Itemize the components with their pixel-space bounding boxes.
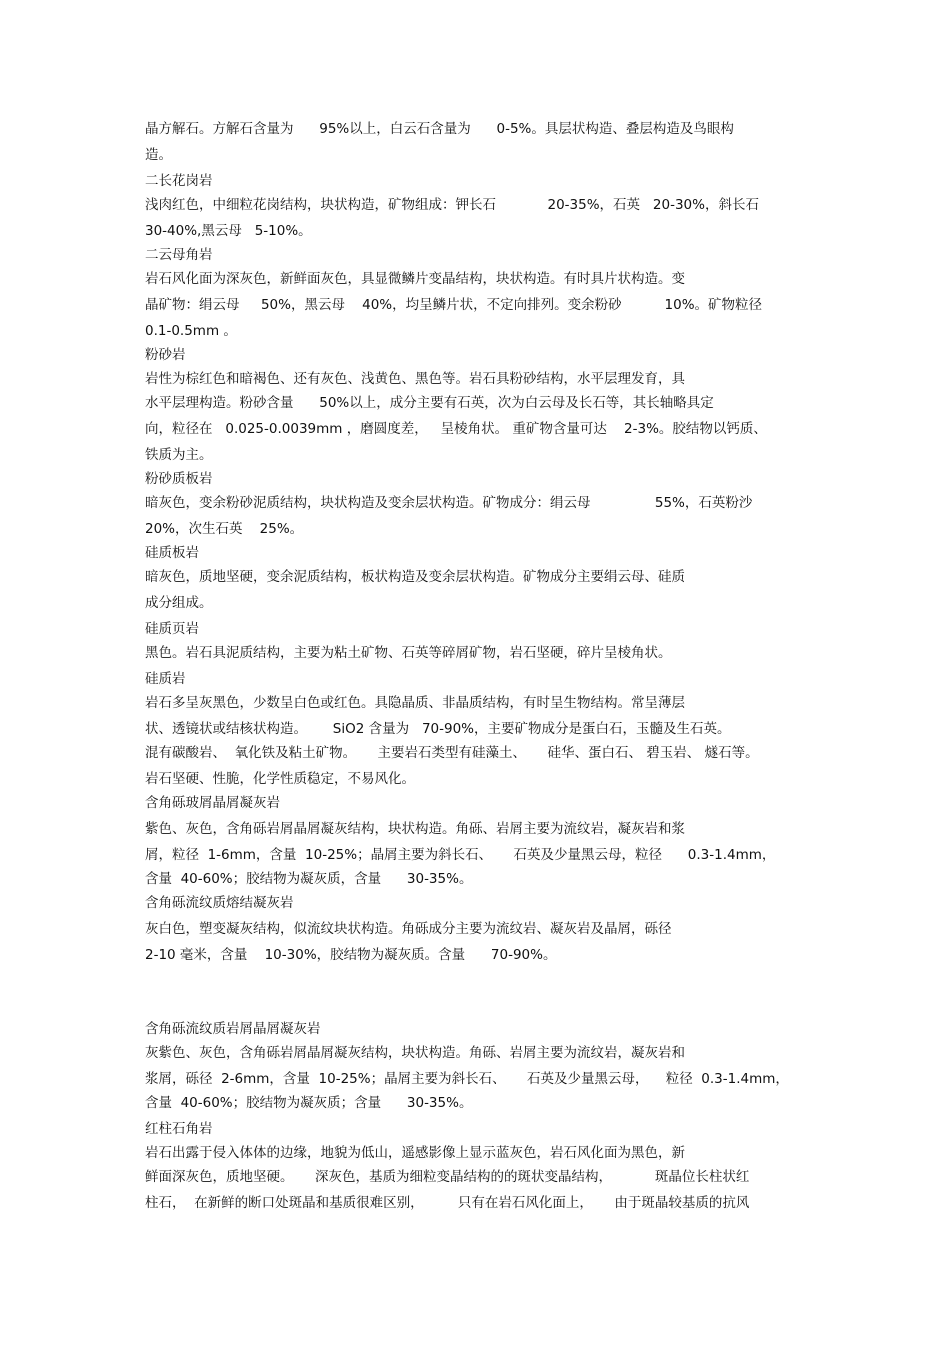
text-line: 灰白色，塑变凝灰结构，似流纹块状构造。角砾成分主要为流纹岩、凝灰岩及晶屑，砾径 xyxy=(145,921,672,937)
text-line: 浆屑，砾径 2-6mm，含量 10-25%；晶屑主要为斜长石、 石英及少量黑云母， 粒径 0.3-1.4mm， xyxy=(145,1071,789,1087)
text-line: 浅肉红色，中细粒花岗结构，块状构造，矿物组成：钾长石 20-35%，石英 20-30%，斜长石 xyxy=(145,197,759,213)
text-line: 灰紫色、灰色，含角砾岩屑晶屑凝灰结构，块状构造。角砾、岩屑主要为流纹岩，凝灰岩和 xyxy=(145,1045,685,1061)
text-line: 粉砂岩 xyxy=(145,347,186,363)
text-line: 含量 40-60%；胶结物为凝灰质，含量 30-35%。 xyxy=(145,871,473,887)
text-line: 2-10 毫米，含量 10-30%，胶结物为凝灰质。含量 70-90%。 xyxy=(145,947,557,963)
text-line: 鲜面深灰色，质地坚硬。 深灰色，基质为细粒变晶结构的的斑状变晶结构， 斑晶位长柱状红 xyxy=(145,1169,750,1185)
text-line: 晶方解石。方解石含量为 95%以上，白云石含量为 0-5%。具层状构造、叠层构造及鸟眼构 xyxy=(145,121,734,137)
text-line: 含角砾流纹质熔结凝灰岩 xyxy=(145,895,294,911)
text-line: 向，粒径在 0.025-0.0039mm ，磨圆度差， 呈棱角状。 重矿物含量可达 2-3%。胶结物以钙质、 xyxy=(145,421,767,437)
text-line: 紫色、灰色，含角砾岩屑晶屑凝灰结构，块状构造。角砾、岩屑主要为流纹岩，凝灰岩和浆 xyxy=(145,821,685,837)
text-line: 含角砾流纹质岩屑晶屑凝灰岩 xyxy=(145,1021,321,1037)
text-line: 岩石出露于侵入体体的边缘，地貌为低山，遥感影像上显示蓝灰色，岩石风化面为黑色，新 xyxy=(145,1145,685,1161)
text-line: 暗灰色，质地坚硬，变余泥质结构，板状构造及变余层状构造。矿物成分主要绢云母、硅质 xyxy=(145,569,685,585)
text-line: 岩石坚硬、性脆，化学性质稳定，不易风化。 xyxy=(145,771,415,787)
text-line: 屑，粒径 1-6mm，含量 10-25%；晶屑主要为斜长石、 石英及少量黑云母，粒径 0.3-1.4mm， xyxy=(145,847,776,863)
text-line: 含量 40-60%；胶结物为凝灰质；含量 30-35%。 xyxy=(145,1095,473,1111)
text-line: 二云母角岩 xyxy=(145,247,213,263)
text-line: 红柱石角岩 xyxy=(145,1121,213,1137)
text-line: 硅质板岩 xyxy=(145,545,199,561)
text-line: 粉砂质板岩 xyxy=(145,471,213,487)
text-line: 状、透镜状或结核状构造。 SiO2 含量为 70-90%，主要矿物成分是蛋白石，玉髓及生石英。 xyxy=(145,721,731,737)
text-line: 二长花岗岩 xyxy=(145,173,213,189)
text-line: 硅质页岩 xyxy=(145,621,199,637)
text-line: 硅质岩 xyxy=(145,671,186,687)
text-line: 含角砾玻屑晶屑凝灰岩 xyxy=(145,795,280,811)
text-line: 黑色。岩石具泥质结构，主要为粘土矿物、石英等碎屑矿物，岩石坚硬，碎片呈棱角状。 xyxy=(145,645,672,661)
text-line: 0.1-0.5mm 。 xyxy=(145,323,237,339)
text-line: 暗灰色，变余粉砂泥质结构，块状构造及变余层状构造。矿物成分：绢云母 55%，石英粉沙 xyxy=(145,495,753,511)
text-line: 成分组成。 xyxy=(145,595,213,611)
text-line: 岩石风化面为深灰色，新鲜面灰色，具显微鳞片变晶结构，块状构造。有时具片状构造。变 xyxy=(145,271,685,287)
text-line: 铁质为主。 xyxy=(145,447,213,463)
text-line: 混有碳酸岩、 氧化铁及粘土矿物。 主要岩石类型有硅藻土、 硅华、蛋白石、 碧玉岩、 燧石等。 xyxy=(145,745,759,761)
text-line: 岩石多呈灰黑色，少数呈白色或红色。具隐晶质、非晶质结构，有时呈生物结构。常呈薄层 xyxy=(145,695,685,711)
text-line: 20%，次生石英 25%。 xyxy=(145,521,304,537)
text-line: 造。 xyxy=(145,147,172,163)
text-line: 水平层理构造。粉砂含量 50%以上，成分主要有石英，次为白云母及长石等，其长轴略具定 xyxy=(145,395,714,411)
text-line: 柱石， 在新鲜的断口处斑晶和基质很难区别， 只有在岩石风化面上， 由于斑晶较基质的抗风 xyxy=(145,1195,750,1211)
text-line: 晶矿物：绢云母 50%，黑云母 40%，均呈鳞片状，不定向排列。变余粉砂 10%。矿物粒径 xyxy=(145,297,763,313)
text-line: 30-40%,黑云母 5-10%。 xyxy=(145,223,312,239)
text-line: 岩性为棕红色和暗褐色、还有灰色、浅黄色、黑色等。岩石具粉砂结构，水平层理发育，具 xyxy=(145,371,685,387)
